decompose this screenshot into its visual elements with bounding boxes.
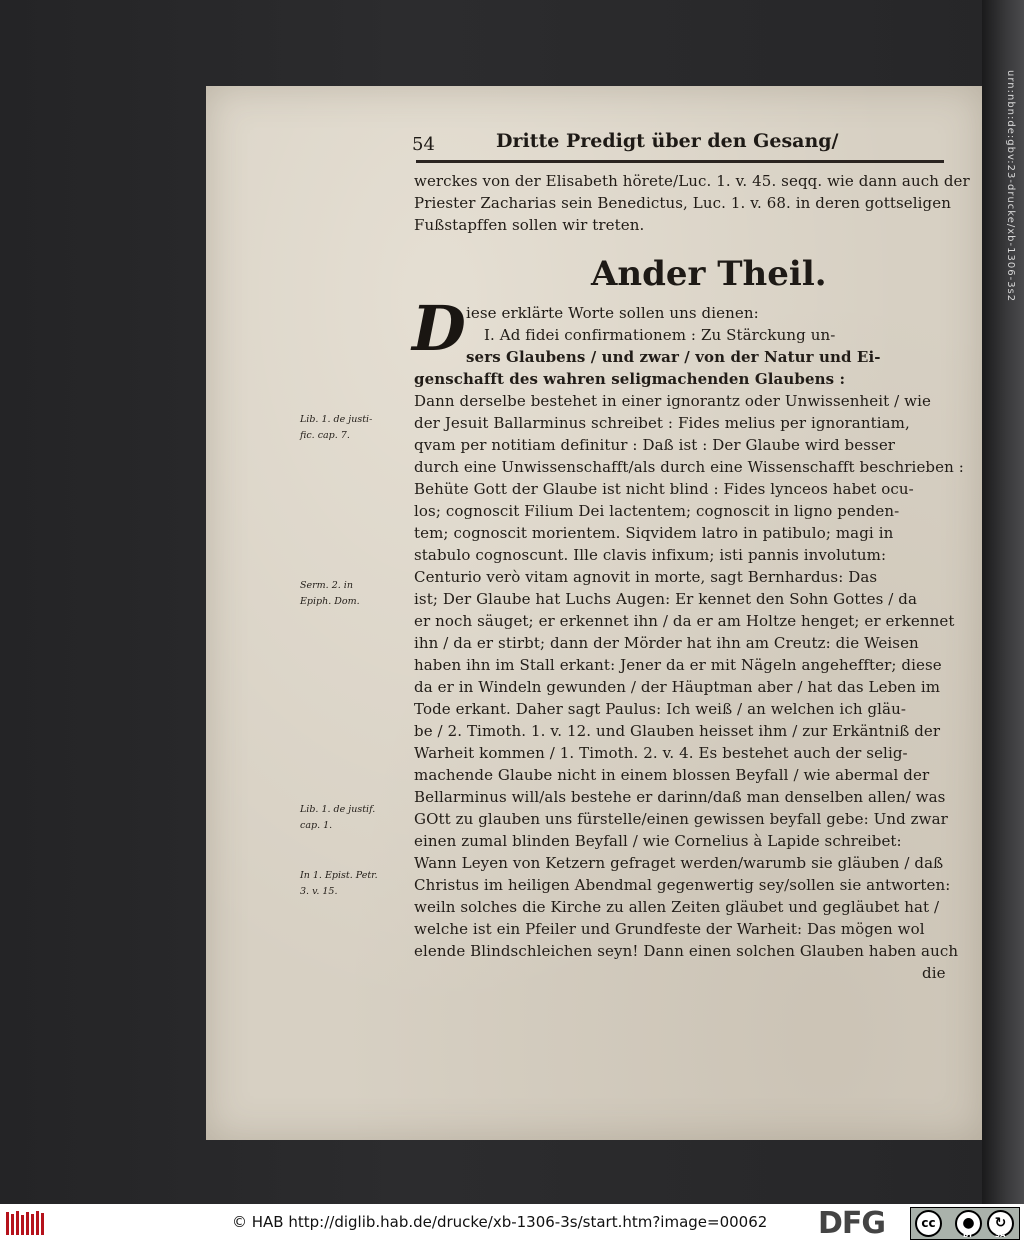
text-line: tem; cognoscit morientem. Siqvidem latro in patibulo; magi in (414, 524, 894, 542)
drop-cap: D (412, 292, 466, 365)
text-line: Dann derselbe bestehet in einer ignorantz oder Unwissenheit / wie (414, 392, 931, 410)
text-line: genschafft des wahren seligmachenden Glaubens : (414, 370, 846, 388)
text-line: Priester Zacharias sein Benedictus, Luc. 1. v. 68. in deren gottseligen (414, 194, 951, 212)
text-line: Tode erkant. Daher sagt Paulus: Ich weiß / an welchen ich gläu- (414, 700, 907, 718)
section-title: Ander Theil. (591, 254, 827, 294)
text-line: durch eine Unwissenschafft/als durch eine Wissenschafft beschrieben : (414, 458, 964, 476)
copyright-link[interactable]: © HAB http://diglib.hab.de/drucke/xb-1306-3s/start.htm?image=00062 (232, 1213, 768, 1231)
text-line: ihn / da er stirbt; dann der Mörder hat ihn am Creutz: die Weisen (414, 634, 919, 652)
text-line: da er in Windeln gewunden / der Häuptman aber / hat das Leben im (414, 678, 941, 696)
book-page (206, 86, 982, 1140)
text-line: Wann Leyen von Ketzern gefraget werden/warumb sie gläuben / daß (414, 854, 944, 872)
footer-bar (0, 1204, 1024, 1243)
text-line: weiln solches die Kirche zu allen Zeiten gläubet und gegläubet hat / (414, 898, 940, 916)
margin-note: In 1. Epist. Petr. 3. v. 15. (300, 870, 378, 897)
by-attribution-icon: ● (955, 1210, 982, 1237)
sa-share-alike-icon: ↻ (987, 1210, 1014, 1237)
text-line: Centurio verò vitam agnovit in morte, sagt Bernhardus: Das (414, 568, 878, 586)
catchword: die (922, 964, 946, 982)
text-line: Bellarminus will/als bestehe er darinn/daß man denselben allen/ was (414, 788, 946, 806)
by-label: BY (963, 1231, 974, 1239)
text-line: los; cognoscit Filium Dei lactentem; cognoscit in ligno penden- (414, 502, 900, 520)
page-number: 54 (412, 134, 435, 155)
text-line: iese erklärte Worte sollen uns dienen: (466, 304, 759, 322)
text-line: haben ihn im Stall erkant: Jener da er mit Nägeln angeheffter; diese (414, 656, 942, 674)
text-line: ist; Der Glaube hat Luchs Augen: Er kennet den Sohn Gottes / da (414, 590, 918, 608)
text-line: Fußstapffen sollen wir treten. (414, 216, 645, 234)
cc-license-badge[interactable] (910, 1207, 1020, 1240)
text-line: er noch säuget; er erkennet ihn / da er am Holtze henget; er erkennet (414, 612, 955, 630)
sa-label: SA (995, 1231, 1006, 1239)
text-line: I. Ad fidei confirmationem : Zu Stärckung un- (484, 326, 836, 344)
text-line: einen zumal blinden Beyfall / wie Cornelius à Lapide schreibet: (414, 832, 902, 850)
text-line: welche ist ein Pfeiler und Grundfeste der Warheit: Das mögen wol (414, 920, 925, 938)
text-line: stabulo cognoscunt. Ille clavis infixum; isti pannis involutum: (414, 546, 887, 564)
cc-icon: cc (915, 1210, 942, 1237)
dfg-logo: DFG (818, 1206, 886, 1241)
text-line: sers Glaubens / und zwar / von der Natur und Ei- (466, 348, 881, 366)
text-line: Warheit kommen / 1. Timoth. 2. v. 4. Es bestehet auch der selig- (414, 744, 908, 762)
margin-note: Lib. 1. de justi- fic. cap. 7. (300, 414, 373, 441)
text-line: Behüte Gott der Glaube ist nicht blind : Fides lynceos habet ocu- (414, 480, 914, 498)
running-head: Dritte Predigt über den Gesang/ (496, 130, 839, 152)
text-line: werckes von der Elisabeth hörete/Luc. 1. v. 45. seqq. wie dann auch der (414, 172, 970, 190)
spine-urn-label: urn:nbn:de:gbv:23-drucke/xb-1306-3s2 (1005, 70, 1016, 303)
text-line: Christus im heiligen Abendmal gegenwertig sey/sollen sie antworten: (414, 876, 951, 894)
library-books-icon (4, 1208, 48, 1239)
text-line: machende Glaube nicht in einem blossen Beyfall / wie abermal der (414, 766, 930, 784)
margin-note: Lib. 1. de justif. cap. 1. (300, 804, 376, 831)
text-line: elende Blindschleichen seyn! Dann einen solchen Glauben haben auch (414, 942, 959, 960)
text-line: GOtt zu glauben uns fürstelle/einen gewissen beyfall gebe: Und zwar (414, 810, 948, 828)
text-line: be / 2. Timoth. 1. v. 12. und Glauben heisset ihm / zur Erkäntniß der (414, 722, 941, 740)
margin-note: Serm. 2. in Epiph. Dom. (300, 580, 360, 607)
header-rule (416, 160, 944, 163)
text-line: der Jesuit Ballarminus schreibet : Fides melius per ignorantiam, (414, 414, 910, 432)
text-line: qvam per notitiam definitur : Daß ist : Der Glaube wird besser (414, 436, 896, 454)
